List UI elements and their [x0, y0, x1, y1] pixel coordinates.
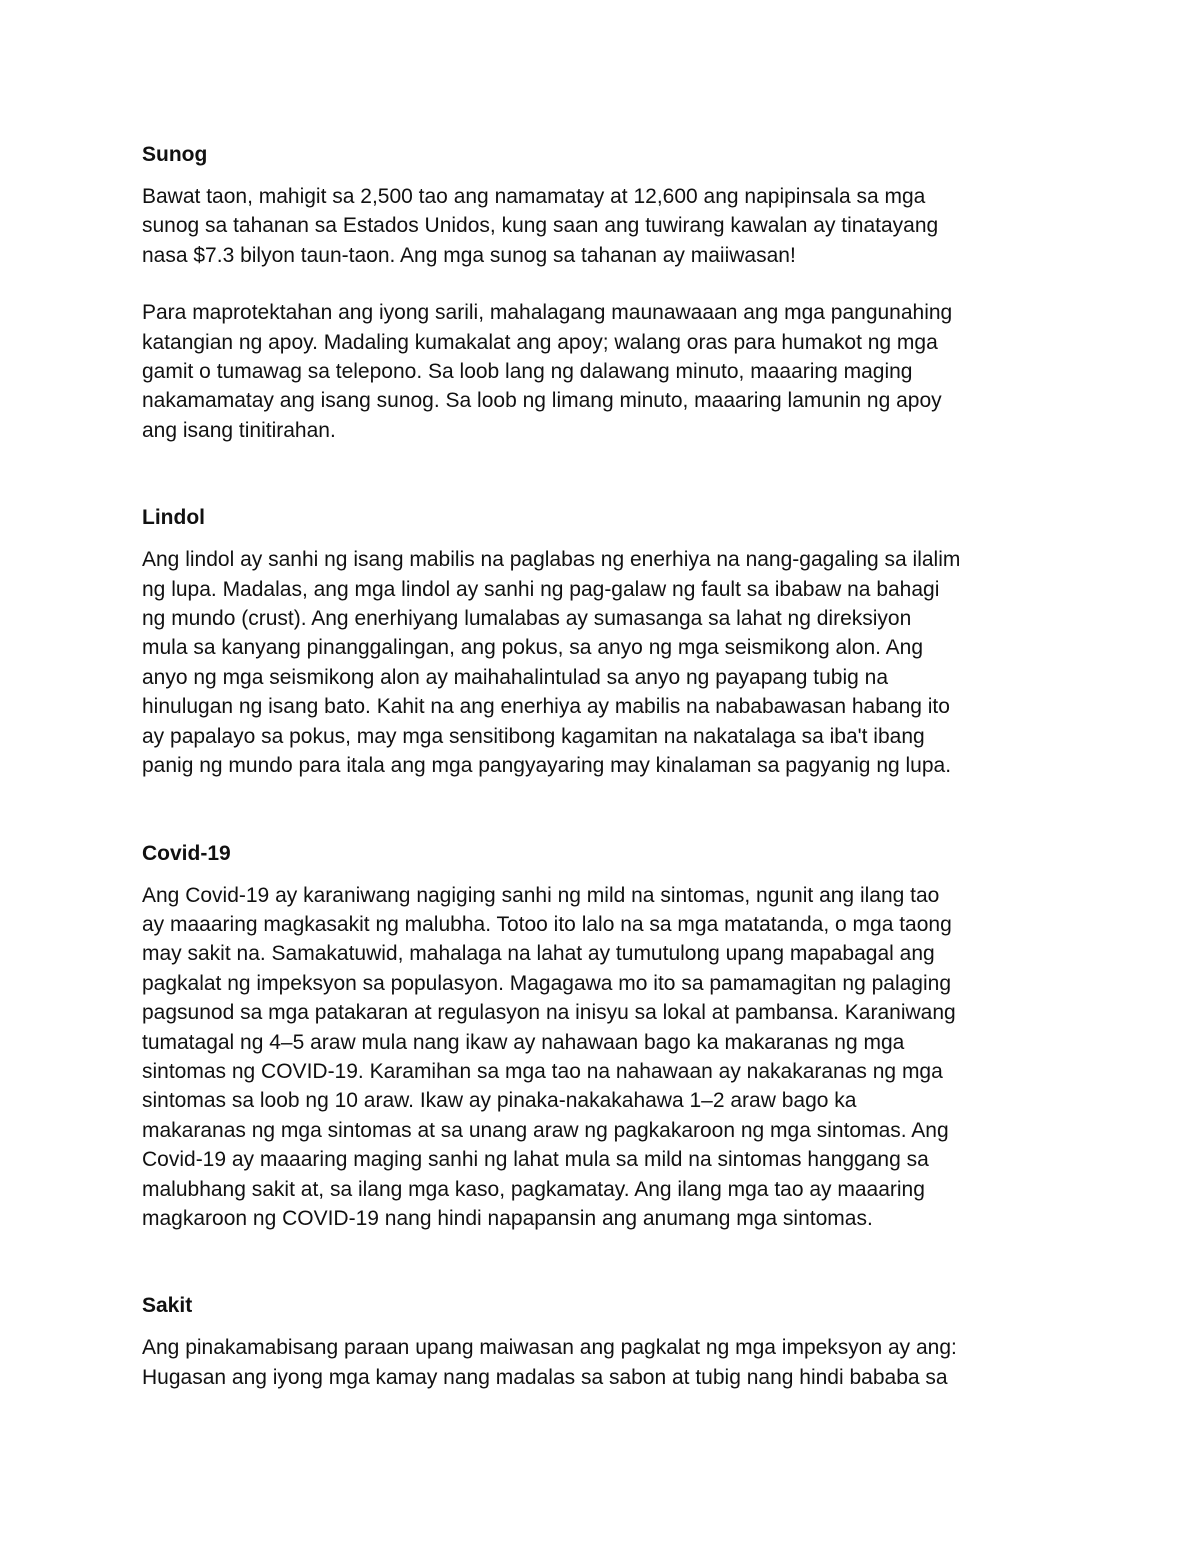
text-line: mula sa kanyang pinanggalingan, ang pokus, sa anyo ng mga seismikong alon. Ang	[142, 636, 924, 660]
text-line: ay maaaring magkasakit ng malubha. Totoo ito lalo na sa mga matatanda, o mga taong	[142, 912, 952, 936]
text-line: Ang lindol ay sanhi ng isang mabilis na paglabas ng enerhiya na nang-gagaling sa ilalim	[142, 548, 961, 572]
paragraph	[142, 298, 1070, 445]
section-title: Sunog	[142, 143, 208, 166]
text-line: Hugasan ang iyong mga kamay nang madalas sa sabon at tubig nang hindi bababa sa	[142, 1365, 948, 1389]
section-lindol	[142, 503, 1070, 780]
text-line: hinulugan ng isang bato. Kahit na ang enerhiya ay mabilis na nababawasan habang ito	[142, 695, 950, 719]
text-line: Covid-19 ay maaaring maging sanhi ng lahat mula sa mild na sintomas hanggang sa	[142, 1148, 929, 1172]
paragraph	[142, 1333, 1070, 1392]
text-line: Ang pinakamabisang paraan upang maiwasan ang pagkalat ng mga impeksyon ay ang:	[142, 1336, 957, 1360]
paragraph	[142, 881, 1070, 1234]
text-line: sintomas ng COVID-19. Karamihan sa mga tao na nahawaan ay nakakaranas ng mga	[142, 1059, 943, 1083]
paragraph	[142, 545, 1070, 780]
text-line: panig ng mundo para itala ang mga pangyayaring may kinalaman sa pagyanig ng lupa.	[142, 754, 952, 778]
text-line: ng mundo (crust). Ang enerhiyang lumalabas ay sumasanga sa lahat ng direksiyon	[142, 607, 912, 631]
text-line: magkaroon ng COVID-19 nang hindi napapansin ang anumang mga sintomas.	[142, 1206, 873, 1230]
text-line: makaranas ng mga sintomas at sa unang araw ng pagkakaroon ng mga sintomas. Ang	[142, 1118, 949, 1142]
text-line: ang isang tinitirahan.	[142, 418, 336, 442]
text-line: gamit o tumawag sa telepono. Sa loob lang ng dalawang minuto, maaaring maging	[142, 360, 913, 384]
text-line: pagsunod sa mga patakaran at regulasyon na inisyu sa lokal at pambansa. Karaniwang	[142, 1001, 956, 1025]
text-line: Para maprotektahan ang iyong sarili, mahalagang maunawaaan ang mga pangunahing	[142, 301, 953, 325]
paragraph	[142, 182, 1070, 270]
text-line: Ang Covid-19 ay karaniwang nagiging sanhi ng mild na sintomas, ngunit ang ilang tao	[142, 883, 940, 907]
text-line: pagkalat ng impeksyon sa populasyon. Magagawa mo ito sa pamamagitan ng palaging	[142, 971, 952, 995]
text-line: katangian ng apoy. Madaling kumakalat ang apoy; walang oras para humakot ng mga	[142, 330, 938, 354]
text-line: Bawat taon, mahigit sa 2,500 tao ang namamatay at 12,600 ang napipinsala sa mga	[142, 185, 926, 208]
text-line: nakamamatay ang isang sunog. Sa loob ng limang minuto, maaaring lamunin ng apoy	[142, 389, 942, 413]
text-line: ay papalayo sa pokus, may mga sensitibong kagamitan na nakatalaga sa iba't ibang	[142, 724, 925, 748]
section-sunog	[142, 140, 1070, 445]
text-line: ng lupa. Madalas, ang mga lindol ay sanhi ng pag-galaw ng fault sa ibabaw na bahagi	[142, 577, 940, 601]
text-line: tumatagal ng 4–5 araw mula nang ikaw ay nahawaan bago ka makaranas ng mga	[142, 1030, 905, 1054]
text-line: anyo ng mga seismikong alon ay maihahalintulad sa anyo ng payapang tubig na	[142, 665, 889, 689]
section-title: Sakit	[142, 1294, 193, 1318]
text-line: nasa $7.3 bilyon taun-taon. Ang mga sunog sa tahanan ay maiiwasan!	[142, 243, 796, 267]
text-line: sintomas sa loob ng 10 araw. Ikaw ay pinaka-nakakahawa 1–2 araw bago ka	[142, 1089, 857, 1113]
section-title: Lindol	[142, 506, 205, 530]
section-title: Covid-19	[142, 841, 231, 865]
section-covid-19	[142, 839, 1070, 1234]
text-line: sunog sa tahanan sa Estados Unidos, kung saan ang tuwirang kawalan ay tinatayang	[142, 214, 939, 238]
text-line: malubhang sakit at, sa ilang mga kaso, pagkamatay. Ang ilang mga tao ay maaaring	[142, 1177, 925, 1201]
section-sakit	[142, 1291, 1070, 1392]
text-line: may sakit na. Samakatuwid, mahalaga na lahat ay tumutulong upang mapabagal ang	[142, 942, 935, 966]
